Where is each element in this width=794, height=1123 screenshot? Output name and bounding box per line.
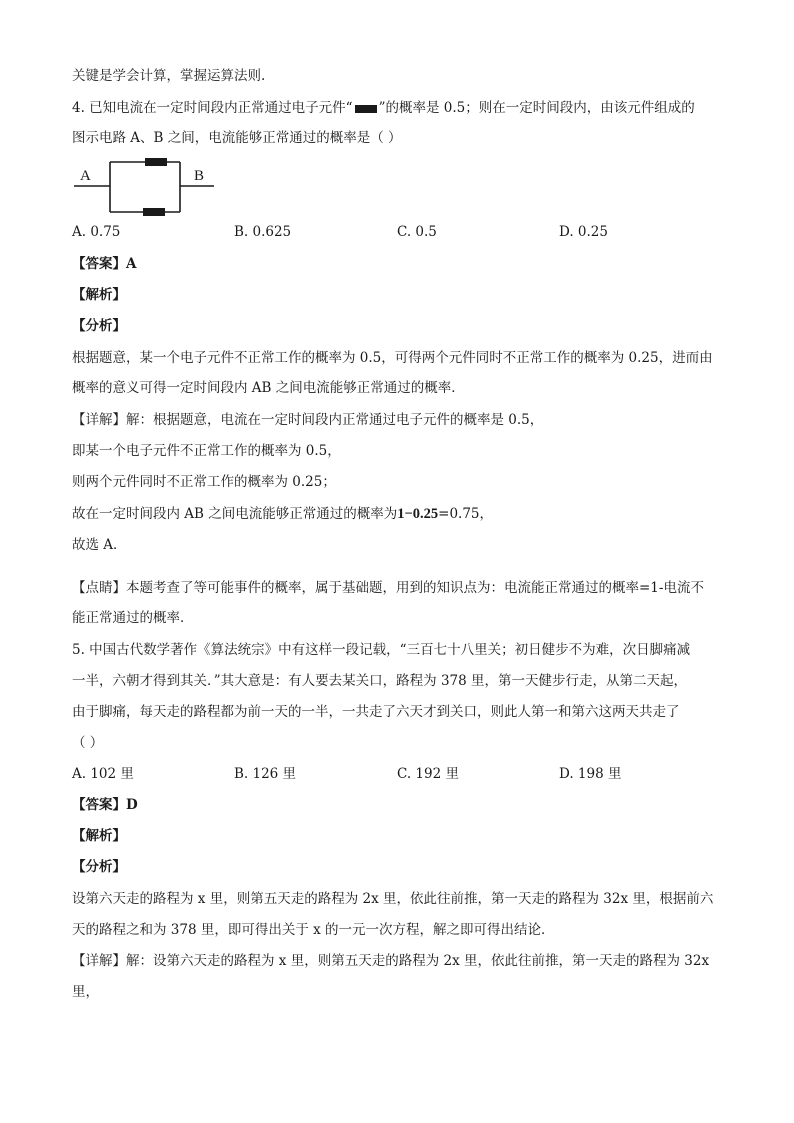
resistor-bottom-icon	[143, 208, 165, 216]
q4-detail-line-2: 即某一个电子元件不正常工作的概率为 0.5，	[72, 443, 341, 459]
resistor-top-icon	[145, 158, 167, 166]
q5-detail-line-2: 里，	[72, 984, 99, 1000]
q4-detail-line-4	[72, 504, 493, 524]
q4-option-b: B. 0.625	[234, 224, 292, 240]
q4-fenxi-tag: 【分析】	[72, 318, 126, 334]
q5-fenxi-line-1: 设第六天走的路程为 x 里，则第五天走的路程为 2x 里，依此往前推，第一天走的路程为 32x 里，根据前六	[72, 891, 714, 907]
resistor-icon	[355, 105, 377, 113]
q4-fenxi-line-2: 概率的意义可得一定时间段内 AB 之间电流能够正常通过的概率．	[72, 380, 465, 396]
q4-detail-line-3: 则两个元件同时不正常工作的概率为 0.25；	[72, 474, 336, 490]
q4-option-d: D. 0.25	[559, 224, 608, 240]
circuit-label-a: A	[80, 168, 91, 184]
q5-stem-line-4: （ ）	[72, 735, 104, 751]
circuit-diagram	[72, 156, 222, 220]
q4-stem-part-a: 4. 已知电流在一定时间段内正常通过电子元件“	[72, 100, 353, 116]
q5-fenxi-tag: 【分析】	[72, 859, 126, 875]
q4-dianjing-line-1: 【点睛】本题考查了等可能事件的概率，属于基础题，用到的知识点为：电流能正常通过的概率=1-电流不	[72, 580, 704, 596]
q4-stem-line-1	[72, 98, 695, 118]
q4-dianjing-line-2: 能正常通过的概率．	[72, 610, 194, 626]
q5-stem-line-3: 由于脚痛，每天走的路程都为前一天的一半，一共走了六天才到关口，则此人第一和第六这两天共走了	[72, 704, 680, 720]
q4-detail-4-result: =0.75，	[438, 506, 494, 522]
q4-stem-part-b: ”的概率是 0.5；则在一定时间段内，由该元件组成的	[378, 100, 695, 116]
q5-stem-line-2: 一半，六朝才得到其关．”其大意是：有人要去某关口，路程为 378 里，第一天健步行走，从第二天起，	[72, 673, 688, 689]
q4-analysis-tag: 【解析】	[72, 287, 126, 303]
q5-detail-line-1: 【详解】解：设第六天走的路程为 x 里，则第五天走的路程为 2x 里，依此往前推，第一天走的路程为 32x	[72, 953, 710, 969]
q4-fenxi-line-1: 根据题意，某一个电子元件不正常工作的概率为 0.5，可得两个元件同时不正常工作的概率为 0.25，进而由	[72, 350, 713, 366]
circuit-label-b: B	[194, 168, 205, 184]
q4-option-c: C. 0.5	[397, 224, 437, 240]
q4-detail-4-text: 故在一定时间段内 AB 之间电流能够正常通过的概率为	[72, 506, 398, 522]
q4-detail-4-math: 1−0.25	[397, 506, 439, 522]
q5-option-a: A. 102 里	[72, 766, 134, 782]
q5-option-c: C. 192 里	[397, 766, 459, 782]
intro-line: 关键是学会计算，掌握运算法则.	[72, 68, 266, 84]
q4-detail-line-1: 【详解】解：根据题意，电流在一定时间段内正常通过电子元件的概率是 0.5，	[72, 412, 544, 428]
q5-answer: 【答案】D	[72, 797, 138, 813]
q4-stem-line-2: 图示电路 A、B 之间，电流能够正常通过的概率是（ ）	[72, 130, 402, 146]
q5-option-d: D. 198 里	[559, 766, 622, 782]
q4-answer: 【答案】A	[72, 256, 137, 272]
q5-fenxi-line-2: 天的路程之和为 378 里，即可得出关于 x 的一元一次方程，解之即可得出结论．	[72, 922, 555, 938]
q5-option-b: B. 126 里	[234, 766, 297, 782]
q5-stem-line-1: 5. 中国古代数学著作《算法统宗》中有这样一段记载，“三百七十八里关；初日健步不为难，次日脚痛减	[72, 642, 691, 658]
q4-detail-line-5: 故选 A．	[72, 537, 127, 553]
q4-option-a: A. 0.75	[72, 224, 121, 240]
q5-analysis-tag: 【解析】	[72, 828, 126, 844]
